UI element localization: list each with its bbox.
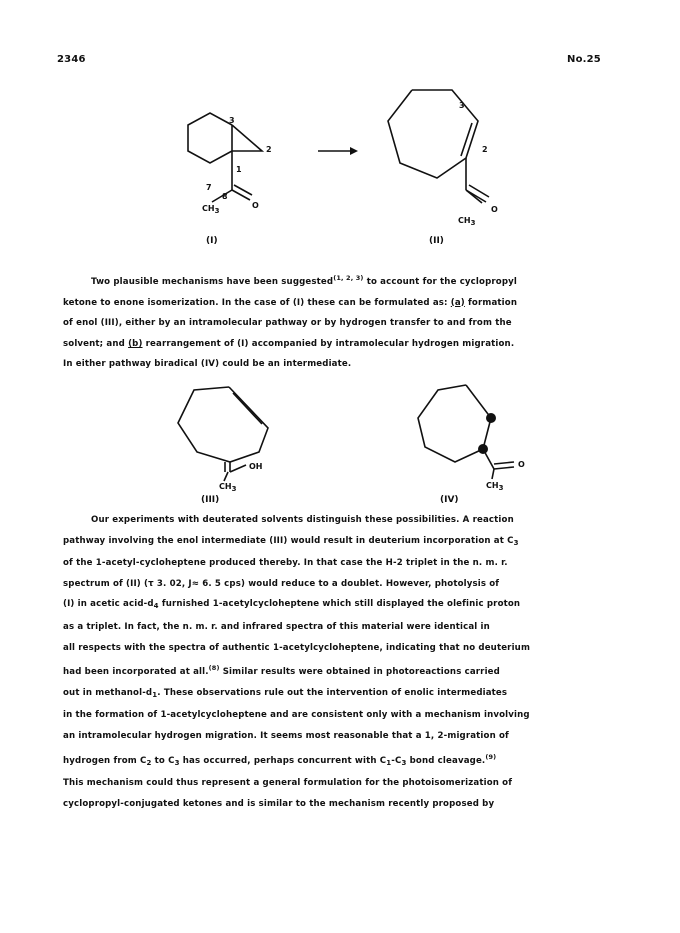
compound-III-double-bond <box>233 393 262 424</box>
compound-I-cyclohexane-ring <box>188 113 232 163</box>
compound-I-c3-label: 3 <box>229 116 235 125</box>
compound-I-label: (I) <box>206 236 218 246</box>
text-line: all respects with the spectra of authentic 1-acetylcycloheptene, indicating that no deuterium <box>63 642 531 653</box>
text-line: an intramolecular hydrogen migration. It seems most reasonable that a 1, 2-migration of <box>63 730 509 741</box>
page-number: 2346 <box>57 54 86 65</box>
compound-IV-carbonyl-double <box>494 462 514 464</box>
compound-I-oxygen-label: O <box>252 201 259 210</box>
text-line: of the 1-acetyl-cycloheptene produced thereby. In that case the H-2 triplet in the n. m. r. <box>63 558 508 569</box>
compound-II-methyl-label: CH3 <box>458 216 476 227</box>
text-line: Our experiments with deuterated solvents distinguish these possibilities. A reaction <box>91 515 514 525</box>
compound-II-double-bond <box>461 123 472 156</box>
compound-II-label: (II) <box>429 236 444 246</box>
compound-I-c7-label: 7 <box>206 183 212 192</box>
compound-IV-radical-dot <box>486 413 496 423</box>
text-line: of enol (III), either by an intramolecular pathway or by hydrogen transfer to and from the <box>63 318 512 329</box>
compound-IV-methyl-label: CH3 <box>486 481 504 492</box>
text-line: in the formation of 1-acetylcycloheptene and are consistent only with a mechanism involving <box>63 710 530 721</box>
reaction-arrow-head <box>350 147 358 155</box>
compound-IV-radical-dot <box>478 444 488 454</box>
text-line: cyclopropyl-conjugated ketones and is similar to the mechanism recently proposed by <box>63 798 495 809</box>
text-line: spectrum of (II) (τ 3. 02, J≈ 6. 5 cps) would reduce to a doublet. However, photolysis of <box>63 578 500 589</box>
compound-I-c2-label: 2 <box>266 145 272 154</box>
text-line: had been incorporated at all.$^{(8)}$ Similar results were obtained in photoreactions carried <box>63 664 500 678</box>
compound-I-cyclopropane-ring <box>232 125 262 151</box>
compound-II-carbonyl-bond <box>466 190 486 202</box>
text-line: out in methanol-$d_1$. These observations rule out the intervention of enolic intermediates <box>63 687 508 699</box>
compound-I-c1-label: 1 <box>236 165 242 174</box>
compound-II-oxygen-label: O <box>491 205 498 214</box>
compound-II-c2-label: 2 <box>482 145 488 154</box>
compound-I-c8-label: 8 <box>222 192 228 201</box>
reaction-scheme-figure <box>0 0 680 260</box>
compound-IV-carbonyl-bond <box>494 467 514 469</box>
compound-II-c3-label: 3 <box>459 101 465 110</box>
intermediates-figure <box>0 375 680 515</box>
compound-IV-label: (IV) <box>440 495 459 505</box>
compound-IV-oxygen-label: O <box>518 460 525 469</box>
reaction-scheme-drawing <box>0 0 680 260</box>
issue-number: No.25 <box>567 54 601 65</box>
text-line: This mechanism could thus represent a general formulation for the photoisomerization of <box>63 778 513 789</box>
intermediates-drawing <box>0 375 680 515</box>
text-line: as a triplet. In fact, the n. m. r. and infrared spectra of this material were identical in <box>63 621 490 632</box>
compound-III-oh-bond <box>230 465 246 472</box>
compound-III-methyl-label: CH3 <box>219 482 237 493</box>
text-line: (I) in acetic acid-$d_4$ furnished 1-acetylcycloheptene which still displayed the olefinic proton <box>63 599 521 611</box>
compound-III-methyl-bond <box>224 472 228 481</box>
compound-IV-methyl-bond <box>492 469 494 479</box>
text-line: solvent; and (b) rearrangement of (I) accompanied by intramolecular hydrogen migration. <box>63 338 515 349</box>
compound-I-methyl-label: CH3 <box>202 204 220 215</box>
paragraph-1 <box>63 268 623 375</box>
text-line: hydrogen from $C_2$ to $C_3$ has occurred, perhaps concurrent with $C_1-C_3$ bond cleavage.$^{(9)}$ <box>63 752 497 767</box>
text-line: ketone to enone isomerization. In the case of (I) these can be formulated as: (a) formation <box>63 297 518 308</box>
text-line: Two plausible mechanisms have been suggested$^{(1, 2, 3)}$ to account for the cyclopropyl <box>91 274 517 287</box>
compound-III-label: (III) <box>201 495 220 505</box>
text-line: In either pathway biradical (IV) could be an intermediate. <box>63 359 352 370</box>
text-line: pathway involving the enol intermediate (III) would result in deuterium incorporation at $C_3$ <box>63 535 519 547</box>
paragraph-2 <box>63 510 623 814</box>
compound-III-oh-label: OH <box>249 462 263 471</box>
compound-III-ring <box>178 387 268 462</box>
